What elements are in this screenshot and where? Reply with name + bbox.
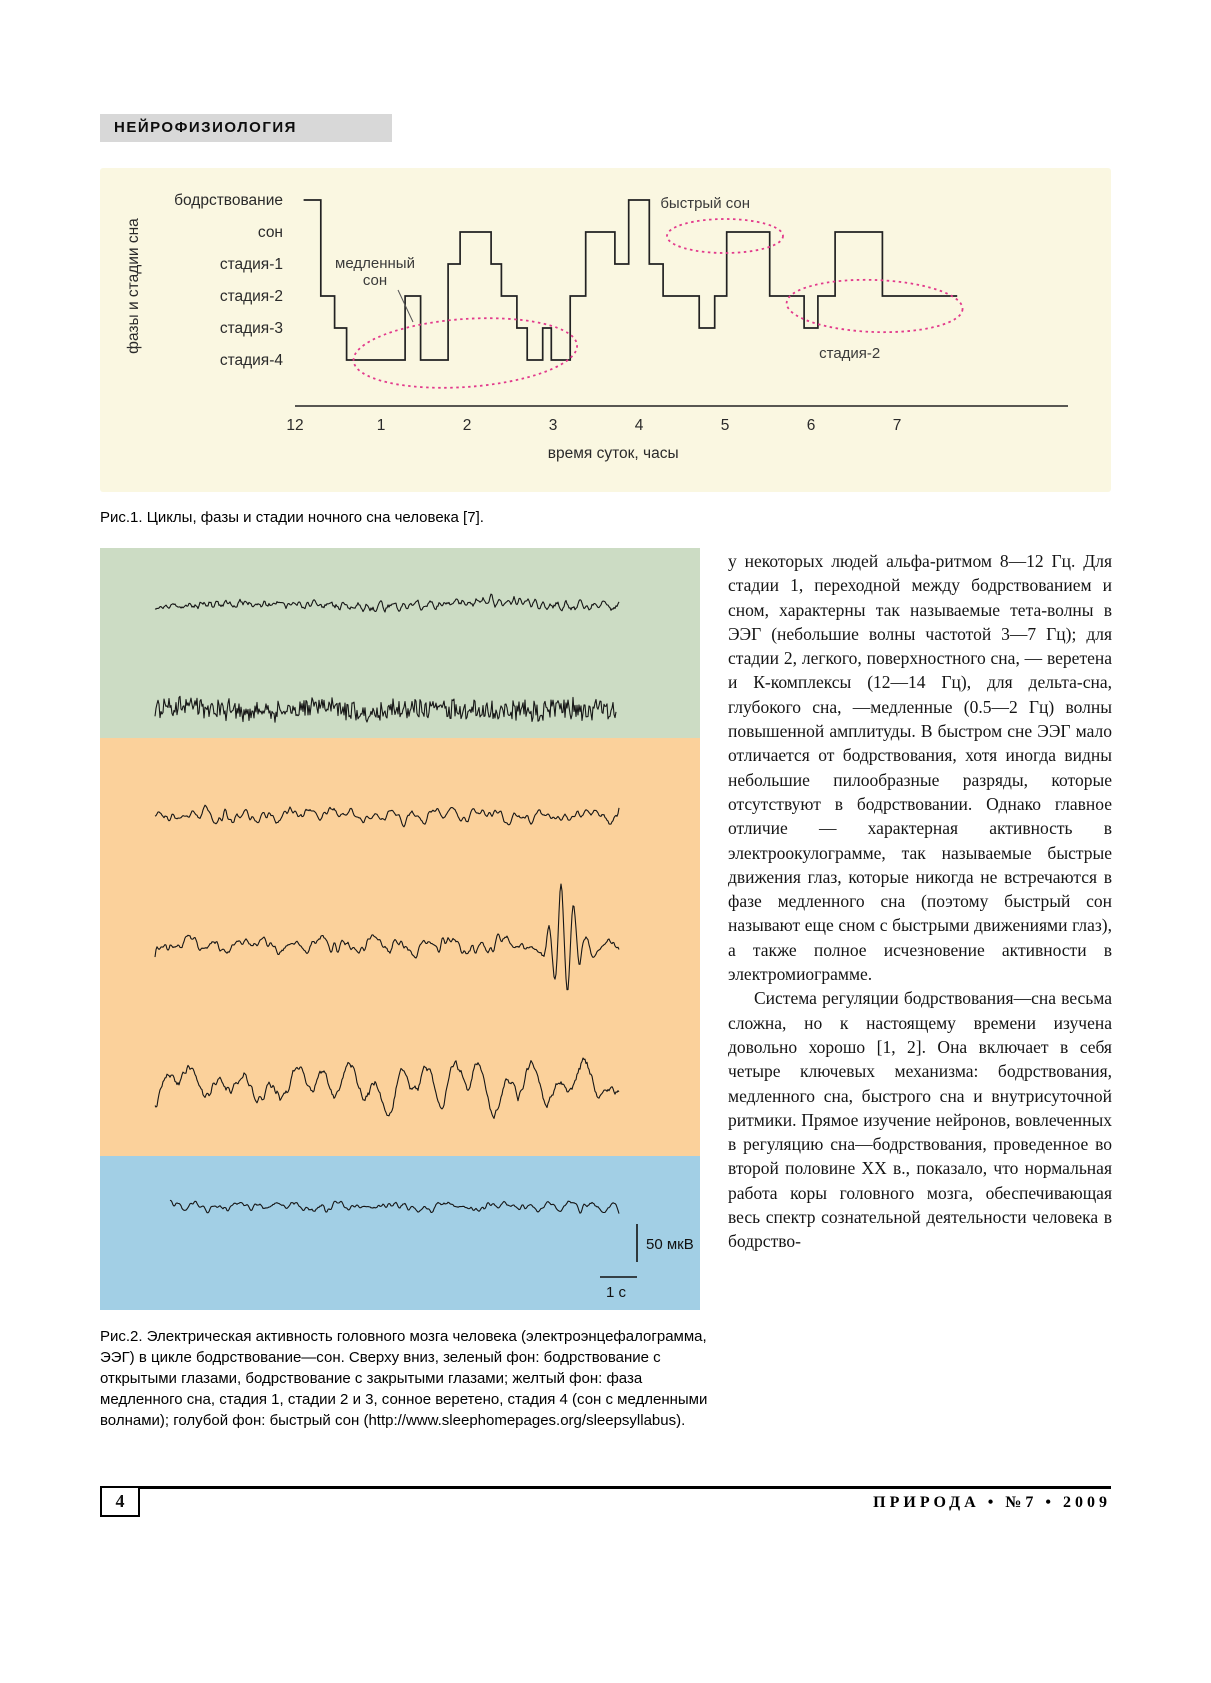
voltage-scale-label: 50 мкВ (646, 1236, 694, 1253)
y-tick-label: стадия-4 (219, 352, 283, 369)
annotation-label: быстрый сон (660, 195, 751, 212)
eeg-traces-chart (100, 548, 700, 1310)
article-paragraph-2: Система регуляции бодрствования—сна весьма сложна, но к настоящему времени изучена довольно хорошо [1, 2]. Она включает в себя четыре ключевых механизма: бодрствования, медленного сна, быстрого сна и внутрисуточной ритмики. Прямое изучение нейронов, вовлеченных в регуляцию сна—бодрствования, проведенное во второй половине XX в., показало, что нормальная работа коры головного мозга, обеспечивающая весь спектр сознательной деятельности человека в бодрство- (728, 988, 1112, 1252)
x-tick-label: 7 (892, 417, 902, 434)
page-number: 4 (100, 1486, 140, 1517)
x-axis-title: время суток, часы (547, 445, 679, 462)
y-tick-label: сон (257, 224, 283, 241)
highlight-ellipse (786, 277, 964, 335)
annotation-label: медленный сон (335, 255, 415, 289)
x-tick-label: 12 (286, 417, 304, 434)
highlight-ellipse (351, 311, 579, 394)
x-tick-label: 4 (634, 417, 644, 434)
y-tick-label: стадия-1 (219, 256, 283, 273)
x-tick-label: 1 (376, 417, 386, 434)
x-tick-label: 5 (720, 417, 730, 434)
y-tick-label: бодрствование (174, 192, 283, 209)
footer-rule (100, 1486, 1111, 1489)
figure-2-eeg (100, 548, 700, 1310)
y-tick-label: стадия-2 (219, 288, 283, 305)
figure-2-caption: Рис.2. Электрическая активность головного мозга человека (электроэнцефалограмма, ЭЭГ) в цикле бодрствование—сон. Сверху вниз, зеленый фон: бодрствование с открытыми глазами, бодрствование с закрытыми глазами; желтый фон: фаза медленного сна, стадия 1, стадии 2 и 3, сонное веретено, стадия 4 (сон с медленными волнами); голубой фон: быстрый сон (http://www.sleephomepages.org/sleepsyllabus). (100, 1328, 708, 1429)
y-axis-title: фазы и стадии сна (125, 218, 142, 354)
figure-1-caption: Рис.1. Циклы, фазы и стадии ночного сна человека [7]. (100, 509, 484, 526)
highlight-ellipse (667, 219, 783, 253)
hypnogram-chart (100, 168, 1111, 492)
section-header: НЕЙРОФИЗИОЛОГИЯ (100, 114, 392, 142)
figure-1-hypnogram (100, 168, 1111, 492)
article-paragraph-1: у некоторых людей альфа-ритмом 8—12 Гц. Для стадии 1, переходной между бодрствованием и сном, характерны так называемые тета-волны в ЭЭГ (небольшие волны частотой 3—7 Гц); для стадии 2, легкого, поверхностного сна, — веретена и К-комплексы (12—14 Гц), для дельта-сна, глубокого сна, —медленные (0.5—2 Гц) волны повышенной амплитуды. В быстром сне ЭЭГ мало отличается от бодрствования, хотя иногда видны небольшие пилообразные разряды, которые отсутствуют в бодрствовании. Однако главное отличие — характерная активность в электроокулограмме, так называемые быстрые движения глаз, которые никогда не встречаются в фазе медленного сна (поэтому быстрый сон называют еще сном с быстрыми движениями глаз), а также полное исчезновение активности в электромиограмме. (728, 551, 1112, 985)
x-tick-label: 2 (462, 417, 472, 434)
annotation-label: стадия-2 (819, 345, 881, 362)
y-tick-label: стадия-3 (219, 320, 283, 337)
eeg-band (100, 738, 700, 1156)
x-tick-label: 6 (806, 417, 816, 434)
x-tick-label: 3 (548, 417, 558, 434)
time-scale-label: 1 с (605, 1284, 627, 1301)
journal-footer: ПРИРОДА • №7 • 2009 (873, 1494, 1111, 1511)
article-text-column (728, 549, 1112, 1254)
